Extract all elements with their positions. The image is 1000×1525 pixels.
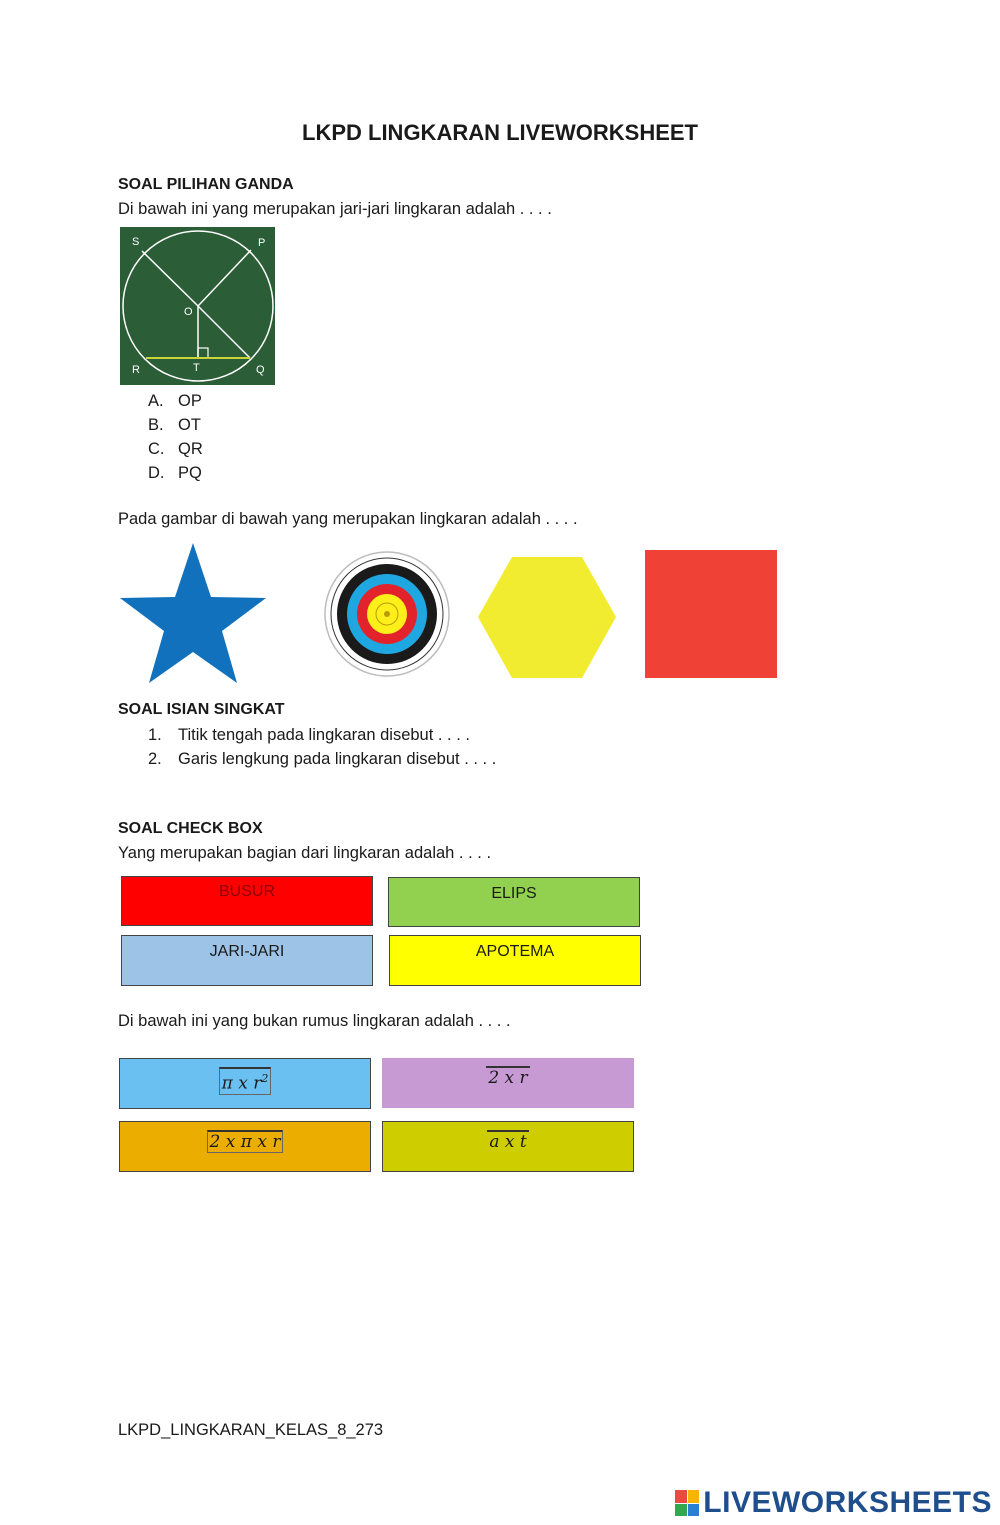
question-text: Di bawah ini yang merupakan jari-jari lingkaran adalah . . . . xyxy=(118,200,552,218)
page-title: LKPD LINGKARAN LIVEWORKSHEET xyxy=(302,120,698,145)
logo-icon xyxy=(675,1490,699,1516)
question-text: Yang merupakan bagian dari lingkaran adalah . . . . xyxy=(118,844,492,862)
hexagon-icon[interactable] xyxy=(476,555,618,681)
formula: 2 x r xyxy=(488,1068,528,1088)
short-answer-list xyxy=(148,723,496,771)
question-text: Pada gambar di bawah yang merupakan lingkaran adalah . . . . xyxy=(118,510,578,528)
option-c[interactable]: C. QR xyxy=(148,440,203,458)
label-t: T xyxy=(193,362,200,374)
label-s: S xyxy=(132,236,140,248)
formula-option-3[interactable] xyxy=(119,1121,371,1172)
formula-option-4[interactable] xyxy=(382,1121,634,1172)
formula: π x $r^2$ xyxy=(219,1067,272,1095)
option-a[interactable]: A. OP xyxy=(148,392,202,410)
label-o: O xyxy=(184,306,193,318)
question-text: Di bawah ini yang bukan rumus lingkaran adalah . . . . xyxy=(118,1012,511,1030)
section-heading-multiple-choice: SOAL PILIHAN GANDA xyxy=(118,176,294,193)
option-d[interactable]: D. PQ xyxy=(148,464,202,482)
multiple-choice-options xyxy=(148,389,203,485)
option-b[interactable]: B. OT xyxy=(148,416,201,434)
section-heading-short-answer: SOAL ISIAN SINGKAT xyxy=(118,701,285,718)
checkbox-option-jari-jari[interactable]: JARI-JARI xyxy=(121,935,373,986)
document-footer: LKPD_LINGKARAN_KELAS_8_273 xyxy=(118,1421,384,1439)
formula: a x t xyxy=(489,1132,527,1152)
label-p: P xyxy=(258,237,266,249)
circle-diagram xyxy=(120,227,275,385)
formula: 2 x π x r xyxy=(207,1130,284,1153)
star-icon[interactable] xyxy=(118,540,268,685)
checkbox-option-elips[interactable]: ELIPS xyxy=(388,877,640,927)
liveworksheets-logo: LIVEWORKSHEETS xyxy=(675,1486,992,1520)
list-item: 2. Garis lengkung pada lingkaran disebut . . . . xyxy=(148,750,497,768)
checkbox-option-busur[interactable]: BUSUR xyxy=(121,876,373,926)
list-item: 1. Titik tengah pada lingkaran disebut . . . . xyxy=(148,726,470,744)
section-heading-checkbox: SOAL CHECK BOX xyxy=(118,820,263,837)
checkbox-option-apotema[interactable]: APOTEMA xyxy=(389,935,641,986)
label-q: Q xyxy=(256,364,265,376)
square-icon[interactable] xyxy=(645,550,777,678)
formula-option-1[interactable] xyxy=(119,1058,371,1109)
formula-option-2[interactable] xyxy=(382,1058,634,1108)
target-icon[interactable] xyxy=(323,550,451,678)
label-r: R xyxy=(132,364,140,376)
